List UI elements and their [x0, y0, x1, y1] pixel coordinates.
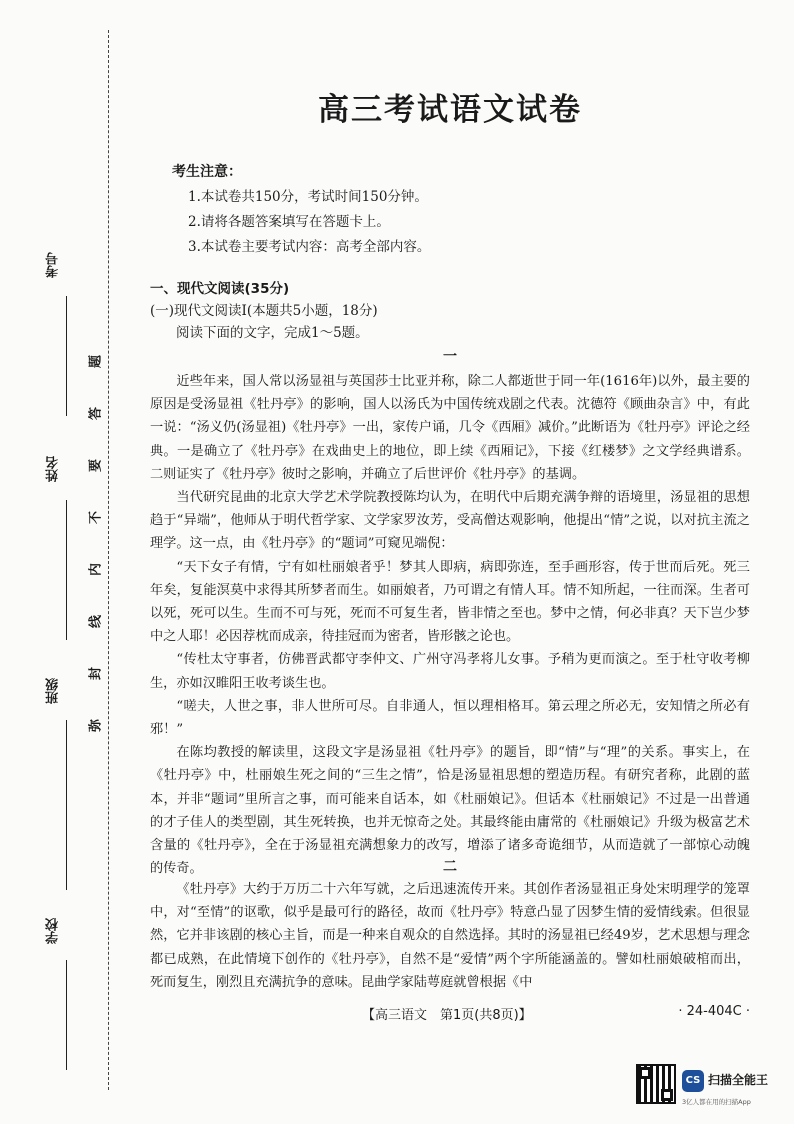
part-marker: 一 — [443, 349, 457, 365]
paragraph: “传杜太守事者，仿佛晋武都守李仲文、广州守冯孝将儿女事。予稍为更而演之。至于杜守收考柳生，亦如汉睢阳王收考谈生也。 — [150, 652, 750, 691]
section-heading: 一、现代文阅读(35分) — [150, 281, 290, 297]
binding-margin — [0, 0, 118, 1124]
label-name: 姓名 — [46, 456, 61, 482]
section-heading-block — [150, 278, 750, 344]
paragraph: “嗟夫，人世之事，非人世所可尽。自非通人，恒以理相格耳。第云理之所必无，安知情之所必有邪！” — [150, 698, 750, 738]
scanner-tagline: 3亿人都在用的扫描App — [682, 1098, 751, 1106]
fill-line-class — [66, 720, 67, 890]
seal-warning-char: 要 — [88, 459, 104, 473]
notice-item: 1.本试卷共150分，考试时间150分钟。 — [188, 189, 428, 205]
paragraph: “天下女子有情，宁有如杜丽娘者乎！梦其人即病，病即弥连，至手画形容，传于世而后死。死三年矣，复能溟莫中求得其所梦者而生。如丽娘者，乃可谓之有情人耳。情不知所起，一往而深。生者可以死，死可以生。生而不可与死，死而不可复生者，皆非情之至也。梦中之情，何必非真？天下岂少梦中之人耶！必因荐枕而成亲，待挂冠而为密者，皆形骸之论也。 — [150, 559, 750, 645]
passage-part-2 — [150, 878, 750, 994]
fill-line-name — [66, 500, 67, 640]
scanner-app-name: 扫描全能王 — [708, 1073, 769, 1087]
exam-notice — [172, 160, 732, 260]
notice-item: 2.请将各题答案填写在答题卡上。 — [188, 214, 390, 230]
paragraph: 在陈均教授的解读里，这段文字是汤显祖《牡丹亭》的题旨，即“情”与“理”的关系。事实上，在《牡丹亭》中，杜丽娘生死之间的“三生之情”，恰是汤显祖思想的塑造历程。有研究者称，此剧的蓝本，并非“题词”里所言之事，而可能来自话本，如《杜丽娘记》。但话本《杜丽娘记》不过是一出普通的才子佳人的类型剧，其生死转换，也并无惊奇之处。其最终能由庸常的《杜丽娘记》升级为极富艺术含量的《牡丹亭》，全在于汤显祖充满想象力的改写，增添了诸多奇诡细节，从而造就了一部惊心动魄的传奇。 — [150, 745, 750, 877]
fill-line-school — [66, 960, 67, 1070]
page-indicator: 【高三语文 第1页(共8页)】 — [362, 1008, 532, 1023]
paragraph: 当代研究昆曲的北京大学艺术学院教授陈均认为，在明代中后期充满争辩的语境里，汤显祖的思想趋于“异端”，他师从于明代哲学家、文学家罗汝芳，受高僧达观影响，他提出“情”之说，以对抗主流之理学。这一点，由《牡丹亭》的“题词”可窥见端倪： — [150, 490, 750, 552]
reading-instruction: 阅读下面的文字，完成1～5题。 — [176, 325, 369, 341]
seal-warning-char: 弥 — [88, 719, 104, 733]
seal-warning-char: 封 — [88, 667, 104, 681]
seal-line — [108, 30, 109, 1090]
passage-part-1 — [150, 370, 750, 880]
label-school: 学校 — [46, 918, 61, 944]
notice-item: 3.本试卷主要考试内容：高考全部内容。 — [188, 239, 431, 255]
part-marker: 二 — [443, 859, 457, 875]
subsection-heading: (一)现代文阅读Ⅰ(本题共5小题，18分) — [150, 303, 378, 319]
fill-line-exam-number — [66, 296, 67, 416]
paper-code: · 24-404C · — [678, 1004, 750, 1019]
label-class: 班级 — [46, 678, 61, 704]
seal-warning-char: 答 — [88, 407, 104, 421]
page-title: 高三考试语文试卷 — [318, 92, 582, 128]
label-exam-number: 考号 — [46, 252, 61, 278]
camscanner-logo-icon: CS — [682, 1070, 704, 1092]
scanner-watermark — [636, 1064, 786, 1114]
paragraph: 《牡丹亭》大约于万历二十六年写就，之后迅速流传开来。其创作者汤显祖正身处宋明理学的笼罩中，对“至情”的讴歌，似乎是最可行的路径，故而《牡丹亭》特意凸显了因梦生情的爱情线索。但很显然，它并非该剧的核心主旨，而是一种来自观众的自然选择。其时的汤显祖已经49岁，艺术思想与理念都已成熟，在此情境下创作的《牡丹亭》，自然不是“爱情”两个字所能涵盖的。譬如杜丽娘破棺而出，死而复生，刚烈且充满抗争的意味。昆曲学家陆萼庭就曾根据《中 — [150, 882, 750, 990]
seal-warning-char: 内 — [88, 563, 104, 577]
qr-code-icon — [636, 1064, 676, 1104]
notice-heading: 考生注意： — [172, 164, 242, 180]
seal-warning-char: 线 — [88, 615, 104, 629]
seal-warning-char: 题 — [88, 355, 104, 369]
seal-warning-char: 不 — [88, 511, 104, 525]
paragraph: 近些年来，国人常以汤显祖与英国莎士比亚并称，除二人都逝世于同一年(1616年)以外，最主要的原因是受汤显祖《牡丹亭》的影响，国人以汤氏为中国传统戏剧之代表。沈德符《顾曲杂言》中，有此一说：“汤义仍(汤显祖)《牡丹亭》一出，家传户诵，几令《西厢》减价。”此断语为《牡丹亭》评论之经典。一是确立了《牡丹亭》在戏曲史上的地位，即上续《西厢记》，下接《红楼梦》之文学经典谱系。二则证实了《牡丹亭》彼时之影响，并确立了后世评价《牡丹亭》的基调。 — [150, 374, 750, 482]
